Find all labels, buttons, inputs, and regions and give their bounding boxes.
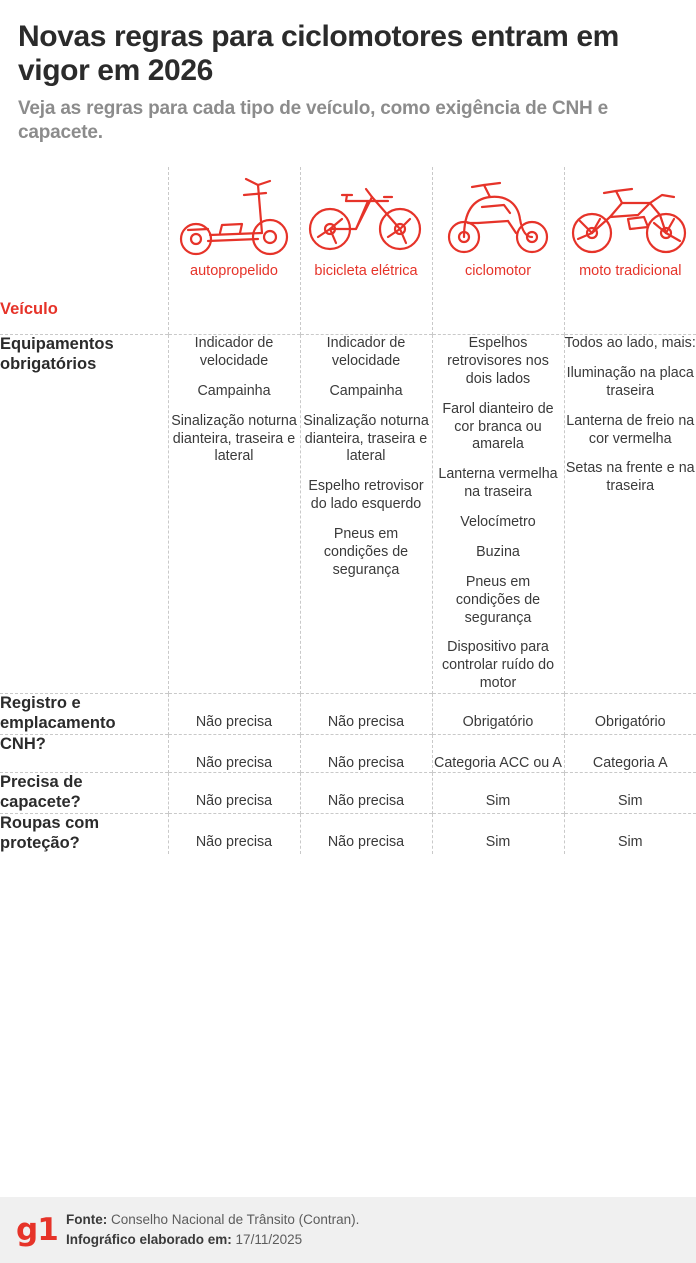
equipment-item: Lanterna vermelha na traseira	[438, 466, 558, 501]
header	[0, 0, 696, 145]
vehicle-header-row	[0, 167, 696, 335]
equipment-item: Buzina	[476, 543, 520, 560]
footer	[0, 1197, 696, 1263]
registration-cell-ciclomotor: Obrigatório	[432, 693, 564, 734]
vehicle-name: ciclomotor	[464, 262, 532, 279]
equipment-item: Espelho retrovisor do lado esquerdo	[308, 478, 424, 513]
license-cell-ciclomotor: Categoria ACC ou A	[432, 734, 564, 773]
row-label-clothing: Roupas com proteção?	[0, 813, 168, 853]
page-title: Novas regras para ciclomotores entram em vigor em 2026	[18, 20, 619, 87]
license-cell-autopropelido: Não precisa	[168, 734, 300, 773]
equipment-item: Lanterna de freio na cor vermelha	[566, 412, 695, 447]
row-registration	[0, 693, 696, 734]
license-cell-moto-tradicional: Categoria A	[564, 734, 696, 773]
clothing-cell-bicicleta-eletrica: Não precisa	[300, 813, 432, 853]
registration-cell-autopropelido: Não precisa	[168, 693, 300, 734]
vehicle-name: bicicleta elétrica	[314, 262, 418, 279]
equipment-item: Pneus em condições de segurança	[455, 573, 541, 626]
vehicle-name: moto tradicional	[579, 262, 682, 279]
equipment-cell-autopropelido	[168, 335, 300, 694]
equipment-item: Farol dianteiro de cor branca ou amarela	[442, 400, 554, 453]
vehicle-name: autopropelido	[190, 262, 278, 279]
registration-cell-moto-tradicional: Obrigatório	[564, 693, 696, 734]
vehicle-cell-moto-tradicional	[564, 167, 696, 335]
row-label-helmet: Precisa de capacete?	[0, 773, 168, 814]
moped-icon	[438, 167, 558, 259]
registration-cell-bicicleta-eletrica: Não precisa	[300, 693, 432, 734]
row-clothing	[0, 813, 696, 853]
equipment-item: Campainha	[329, 382, 403, 399]
helmet-cell-ciclomotor: Sim	[432, 773, 564, 814]
equipment-item: Setas na frente e na traseira	[565, 460, 695, 495]
equipment-cell-ciclomotor	[432, 335, 564, 694]
clothing-cell-ciclomotor: Sim	[432, 813, 564, 853]
row-equipment	[0, 335, 696, 694]
equipment-cell-bicicleta-eletrica	[300, 335, 432, 694]
clothing-cell-moto-tradicional: Sim	[564, 813, 696, 853]
rules-table	[0, 167, 696, 854]
vehicle-cell-autopropelido	[168, 167, 300, 335]
page-subtitle: Veja as regras para cada tipo de veículo, como exigência de CNH e capacete.	[18, 98, 608, 143]
row-license	[0, 734, 696, 773]
equipment-item: Todos ao lado, mais:	[564, 335, 696, 352]
license-cell-bicicleta-eletrica: Não precisa	[300, 734, 432, 773]
footer-source-value: Conselho Nacional de Trânsito (Contran).	[111, 1212, 360, 1228]
motorcycle-icon	[566, 167, 694, 259]
equipment-item: Dispositivo para controlar ruído do motor	[441, 639, 555, 692]
equipment-item: Campainha	[197, 382, 271, 399]
vehicle-cell-ciclomotor	[432, 167, 564, 335]
row-label-vehicle: Veículo	[0, 300, 58, 319]
footer-date-line	[66, 1230, 359, 1250]
footer-text	[66, 1210, 359, 1249]
footer-source-line	[66, 1210, 359, 1230]
footer-source-label: Fonte:	[66, 1212, 108, 1228]
electric-scooter-icon	[174, 167, 294, 259]
helmet-cell-autopropelido: Não precisa	[168, 773, 300, 814]
equipment-item: Iluminação na placa traseira	[566, 365, 694, 399]
clothing-cell-autopropelido: Não precisa	[168, 813, 300, 853]
vehicle-cell-bicicleta-eletrica	[300, 167, 432, 335]
row-label-registration: Registro e emplacamento	[0, 693, 168, 734]
equipment-item: Indicador de velocidade	[194, 335, 274, 370]
helmet-cell-moto-tradicional: Sim	[564, 773, 696, 814]
row-label-equipment: Equipamentos obrigatórios	[0, 335, 168, 694]
row-helmet	[0, 773, 696, 814]
equipment-item: Espelhos retrovisores nos dois lados	[447, 335, 549, 387]
equipment-cell-moto-tradicional	[564, 335, 696, 694]
electric-bicycle-icon	[306, 167, 426, 259]
equipment-item: Sinalização noturna dianteira, traseira e lateral	[303, 412, 429, 465]
equipment-item: Indicador de velocidade	[326, 335, 406, 370]
equipment-item: Velocímetro	[460, 514, 536, 531]
g1-logo: g1	[16, 1212, 58, 1248]
equipment-item: Pneus em condições de segurança	[323, 526, 409, 578]
helmet-cell-bicicleta-eletrica: Não precisa	[300, 773, 432, 814]
equipment-item: Sinalização noturna dianteira, traseira e lateral	[171, 412, 297, 465]
row-label-license: CNH?	[0, 734, 168, 773]
footer-made-value: 17/11/2025	[235, 1232, 303, 1247]
footer-made-label: Infográfico elaborado em:	[66, 1232, 232, 1247]
